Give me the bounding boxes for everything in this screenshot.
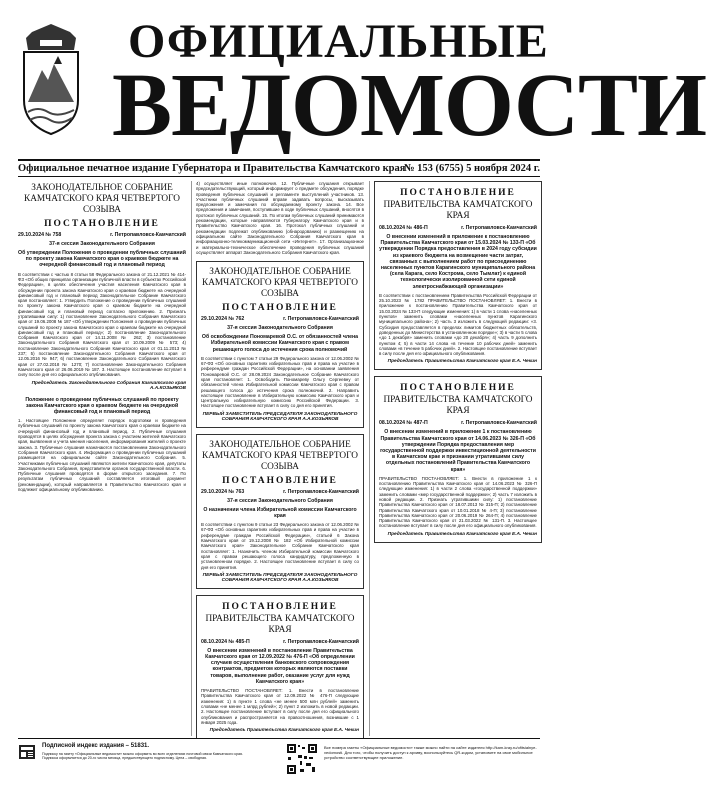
document-block (374, 181, 542, 370)
column-2 (196, 181, 364, 739)
column-3 (374, 181, 542, 543)
session-label: 37-я сессия Законодательного Собрания (227, 325, 333, 332)
doc-place: г. Петропавловск-Камчатский (283, 638, 359, 645)
column-divider (369, 181, 370, 736)
doc-dateline (201, 489, 359, 495)
doc-dateline (201, 316, 359, 322)
doc-date: 29.10.2024 № 763 (201, 488, 245, 495)
newspaper-icon (18, 743, 36, 761)
kamchatka-coat-of-arms-icon (18, 20, 84, 138)
doc-place: г. Петропавловск-Камчатский (283, 316, 359, 323)
doc-place: г. Петропавловск-Камчатский (461, 420, 537, 427)
doc-date: 29.10.2024 № 762 (201, 316, 245, 323)
subscription-text: Подписку на газету «Официальные ведомости» можно оформить во всех отделениях почтовой связи Камчатского края. Подписка оформляется до 20-го числа месяца, предшествующего подписному. Цена – свободная. (42, 752, 243, 761)
doc-place: г. Петропавловск-Камчатский (110, 232, 186, 238)
doc-dateline (201, 639, 359, 645)
doc-body: ПРАВИТЕЛЬСТВО ПОСТАНОВЛЯЕТ: 1. Внести в постановление Правительства Камчатского края от 12.09.2022 № 476-П следующие изменения: 1) в пункте 1 слова «не менее 500 млн рублей» заменить словами «не менее 1 млрд рублей»; 2) пункт 2 изложить в новой редакции. 2. Настоящее постановление вступает в силу после дня его официального опубликования и распространяется на правоотношения, возникшие с 1 января 2025 года. (201, 688, 359, 725)
doc-dateline (18, 232, 186, 238)
column-divider (191, 181, 192, 736)
session-label: 37-я сессия Законодательного Собрания (227, 497, 333, 504)
doc-organization: ЗАКОНОДАТЕЛЬНОЕ СОБРАНИЕ КАМЧАТСКОГО КРАЯ ЧЕТВЕРТОГО СОЗЫВА (24, 183, 180, 215)
doc-date: 08.10.2024 № 485-П (201, 638, 250, 645)
doc-date: 08.10.2024 № 486-П (379, 225, 428, 231)
doc-type: ПОСТАНОВЛЕНИЕ (44, 219, 160, 229)
doc-organization: ПРАВИТЕЛЬСТВА КАМЧАТСКОГО КРАЯ (205, 613, 355, 635)
subscription-index: Подписной индекс издания – 51831. (42, 743, 150, 749)
doc-body: В соответствии с пунктом 7 статьи 29 Федерального закона от 12.06.2002 № 67-ФЗ «Об основных гарантиях избирательных прав и права на участие в референдуме граждан Российской Федерации», на основании заявления Пономаревой О.С. от 28.09.2024 Законодательное Собрание Камчатского края постановляет: 1. Освободить Пономареву Ольгу Сергеевну от обязанностей члена Избирательной комиссии Камчатского края с правом решающего голоса до истечения срока полномочий. 2. Направить настоящее постановление в Избирательную комиссию Камчатского края и Центральную избирательную комиссию Российской Федерации. 3. Настоящее постановление вступает в силу со дня его принятия. (201, 355, 359, 409)
document-block (374, 376, 542, 542)
doc-signature: Председатель Правительства Камчатского края Е.А. Чекин (387, 531, 537, 537)
doc-place: г. Петропавловск-Камчатский (283, 488, 359, 495)
website-note: Все номера газеты «Официальные ведомости» также можно найти на сайте издателя http://kam-kray.ru/ofitsialnye-vedomosti. Для того, чтобы получить доступ к архиву, воспользуйтесь QR-кодом, установите на свое мобильное устройство соответствующее приложение. (324, 745, 537, 760)
doc-date: 29.10.2024 № 758 (18, 232, 62, 238)
doc-type: ПОСТАНОВЛЕНИЕ (400, 383, 516, 394)
masthead (18, 14, 706, 158)
doc-heading: О внесении изменений в постановление Правительства Камчатского края от 12.09.2022 № 476-П «Об определении случаев осуществления банковского сопровождения контрактов, предметом которых являются поставки товаров, выполнение работ, оказание услуг для нужд Камчатского края» (205, 647, 355, 685)
doc-type: ПОСТАНОВЛЕНИЕ (400, 188, 516, 198)
doc-body: В соответствии с постановлением Правительства Российской Федерации от 25.10.2023 № 1782 ПРАВИТЕЛЬСТВО ПОСТАНОВЛЯЕТ: 1. Внести в приложение к постановлению Правительства Камчатского края от 15.03.2024 № 133-П следующие изменения: 1) в части 1 слова «населенных пунктов» заменить словами «населенных пунктов Карагинского муниципального района»; 2) часть 3 изложить в следующей редакции: «3. Субсидия предоставляется в пределах лимитов бюджетных обязательств, доведенных до Министерства в установленном порядке»; 3) в части 5 слова «до 1 декабря» заменить словами «до 20 декабря»; 4) часть 9 дополнить пунктом 4; 5) в части 14 слова «в течение 10 рабочих дней» заменить словами «в течение 5 рабочих дней». 2. Настоящее постановление вступает в силу после дня его официального опубликования. (379, 292, 537, 357)
doc-organization: ПРАВИТЕЛЬСТВА КАМЧАТСКОГО КРАЯ (383, 395, 533, 417)
doc-signature: Председатель Правительства Камчатского края Е.А. Чекин (387, 359, 537, 365)
doc-heading: О назначении члена Избирательной комиссии Камчатского края (203, 506, 357, 519)
doc-heading: Об освобождении Пономаревой О.С. от обязанностей члена Избирательной комиссии Камчатского края с правом решающего голоса до истечения срока полномочий (201, 334, 359, 353)
document-block (196, 434, 364, 589)
doc-heading: О внесении изменений в приложение 1 к постановлению Правительства Камчатского края от 14.06.2023 № 326-П «Об утверждении Порядка предоставления мер государственной поддержки инвестиционной деятельности в Камчатском крае и признании утратившими силу отдельных постановлений Правительства Камчатского края» (380, 429, 536, 473)
doc-signature: ПЕРВЫЙ ЗАМЕСТИТЕЛЬ ПРЕДСЕДАТЕЛЯ ЗАКОНОДАТЕЛЬНОГО СОБРАНИЯ КАМЧАТСКОГО КРАЯ А.А.КОЗЬЯКОВ (202, 572, 358, 583)
doc-dateline (379, 225, 537, 231)
doc-heading: Об утверждении Положения о проведении публичных слушаний по проекту закона Камчатского края о краевом бюджете на очередной финансовый год и плановый период (18, 250, 186, 269)
doc-body: В соответствии с пунктом 9 статьи 23 Федерального закона от 12.06.2002 № 67-ФЗ «Об основных гарантиях избирательных прав и права на участие в референдуме граждан Российской Федерации», статьей 6 Закона Камчатского края от 19.12.2008 № 182 «Об Избирательной комиссии Камчатского края» Законодательное Собрание Камчатского края постановляет: 1. Назначить членом Избирательной комиссии Камчатского края с правом решающего голоса кандидатуру, предложенную в установленном порядке. 2. Настоящее постановление вступает в силу со дня его принятия. (201, 522, 359, 570)
doc-organization: ЗАКОНОДАТЕЛЬНОЕ СОБРАНИЕ КАМЧАТСКОГО КРАЯ ЧЕТВЕРТОГО СОЗЫВА (202, 267, 358, 300)
qr-code-icon[interactable] (286, 743, 318, 775)
doc-signature: ПЕРВЫЙ ЗАМЕСТИТЕЛЬ ПРЕДСЕДАТЕЛЯ ЗАКОНОДАТЕЛЬНОГО СОБРАНИЯ КАМЧАТСКОГО КРАЯ А.А.КОЗЬЯКОВ (202, 411, 358, 422)
doc-dateline (379, 420, 537, 426)
doc-type: ПОСТАНОВЛЕНИЕ (222, 601, 338, 612)
doc-signature: Председатель Законодательного Собрания Камчатского края А.А.КОЗЬЯКОВ (31, 380, 186, 391)
column-1 (18, 181, 186, 492)
page-footer (18, 738, 540, 788)
continued-text: 4) осуществляет иные полномочия. 12. Публичные слушания открывает председательствующий, который информирует о предмете обсуждения, порядке проведения публичных слушаний и регламенте выступлений участников. 13. Участники публичных слушаний вправе задавать вопросы, высказывать предложения и замечания по обсуждаемому проекту закона. 14. Все предложения и замечания, поступившие в ходе публичных слушаний, вносятся в протокол публичных слушаний. 15. По итогам публичных слушаний принимаются рекомендации, которые направляются Губернатору Камчатского края и в Правительство Камчатского края. 16. Протокол публичных слушаний и рекомендации подлежат опубликованию (обнародованию) и размещению на официальном сайте Законодательного Собрания Камчатского края в информационно-телекоммуникационной сети «Интернет». 17. Организационное и материально-техническое обеспечение проведения публичных слушаний осуществляет аппарат Законодательного Собрания Камчатского края. (196, 181, 364, 255)
doc-type: ПОСТАНОВЛЕНИЕ (222, 303, 338, 314)
issue-number: № 153 (6755) 5 ноября 2024 г. (403, 163, 540, 174)
doc-organization: ЗАКОНОДАТЕЛЬНОЕ СОБРАНИЕ КАМЧАТСКОГО КРАЯ ЧЕТВЕРТОГО СОЗЫВА (202, 439, 358, 472)
appendix-heading: Положение о проведении публичных слушаний по проекту закона Камчатского края о краевом бюджете на очередной финансовый год и плановый период (25, 396, 179, 415)
session-label: 37-я сессия Законодательного Собрания (49, 241, 155, 247)
publication-subtitle: Официальное печатное издание Губернатора и Правительства Камчатского края (18, 163, 406, 174)
masthead-title-line-2: ВЕДОМОСТИ (112, 56, 706, 155)
doc-date: 08.10.2024 № 487-П (379, 420, 428, 427)
doc-organization: ПРАВИТЕЛЬСТВА КАМЧАТСКОГО КРАЯ (383, 200, 533, 221)
document-block (196, 261, 364, 428)
document-block (196, 595, 364, 739)
appendix-body: 1. Настоящее Положение определяет порядок подготовки и проведения публичных слушаний по проекту закона Камчатского края о краевом бюджете на очередной финансовый год и плановый период. 2. Публичные слушания проводятся в целях обсуждения проекта закона с участием жителей Камчатского края, выявления и учета мнения населения, информирования жителей о проекте закона. 3. Публичные слушания назначаются постановлением Законодательного Собрания Камчатского края. 4. Информация о проведении публичных слушаний размещается на официальном сайте Законодательного Собрания. 5. Участниками публичных слушаний являются жители Камчатского края, депутаты Законодательного Собрания, представители органов государственной власти. 6. Публичные слушания проводятся в форме открытого заседания. 7. По результатам публичных слушаний составляется итоговый документ (рекомендации), который направляется в Правительство Камчатского края и подлежит официальному опубликованию. (18, 418, 186, 493)
masthead-title-line-1: ОФИЦИАЛЬНЫЕ (128, 15, 549, 68)
doc-type: ПОСТАНОВЛЕНИЕ (222, 475, 338, 486)
doc-place: г. Петропавловск-Камчатский (461, 225, 537, 231)
subscription-block (18, 743, 258, 785)
doc-signature: Председатель Правительства Камчатского края Е.А. Чекин (209, 728, 359, 734)
masthead-subline (18, 159, 540, 177)
doc-heading: О внесении изменений в приложение к постановлению Правительства Камчатского края от 15.03.2024 № 133-П «Об утверждении Порядка предоставления в 2024 году субсидии из краевого бюджета на возмещение части затрат, связанных с выполнением работ по присоединению населенных пунктов Карагинского муниципального района (села Карага, село Кострома, село Тымлат) к единой технологически изолированной сети единой электроснабжающей организации» (379, 234, 537, 290)
doc-body: ПРАВИТЕЛЬСТВО ПОСТАНОВЛЯЕТ: 1. Внести в приложение 1 к постановлению Правительства Камчатского края от 14.06.2023 № 326-П следующие изменения: 1) в части 2 слова «государственной поддержки» заменить словами «мер государственной поддержки»; 2) часть 7 изложить в новой редакции. 2. Признать утратившими силу: 1) постановление Правительства Камчатского края от 18.07.2013 № 315-П; 2) постановление Правительства Камчатского края от 10.01.2018 № 4-П; 3) постановление Правительства Камчатского края от 20.06.2019 № 264-П; 4) постановление Правительства Камчатского края от 21.03.2022 № 131-П. 3. Настоящее постановление вступает в силу после дня его официального опубликования. (379, 475, 537, 529)
doc-body: В соответствии с частью 8 статьи 58 Федерального закона от 21.12.2021 № 414-ФЗ «Об общих принципах организации публичной власти в субъектах Российской Федерации», в целях обеспечения участия населения Камчатского края в обсуждении проекта закона Камчатского края о краевом бюджете на очередной финансовый год и плановый период Законодательное Собрание Камчатского края постановляет: 1. Утвердить Положение о проведении публичных слушаний по проекту закона Камчатского края о краевом бюджете на очередной финансовый год и плановый период согласно приложению. 2. Признать утратившими силу: 1) постановление Законодательного Собрания Камчатского края от 19.06.2008 № 187 «Об утверждении Положения о проведении публичных слушаний по проекту закона Камчатского края о краевом бюджете на очередной финансовый год и плановый период»; 2) постановление Законодательного Собрания Камчатского края от 14.11.2008 № 262; 3) постановление Законодательного Собрания Камчатского края от 10.09.2009 № 573; 4) постановление Законодательного Собрания Камчатского края от 01.11.2013 № 237; 5) постановление Законодательного Собрания Камчатского края от 12.05.2016 № 947; 6) постановление Законодательного Собрания Камчатского края от 27.02.2018 № 1270; 7) постановление Законодательного Собрания Камчатского края от 26.06.2019 № 187. 3. Настоящее постановление вступает в силу после дня его официального опубликования. (18, 271, 186, 378)
